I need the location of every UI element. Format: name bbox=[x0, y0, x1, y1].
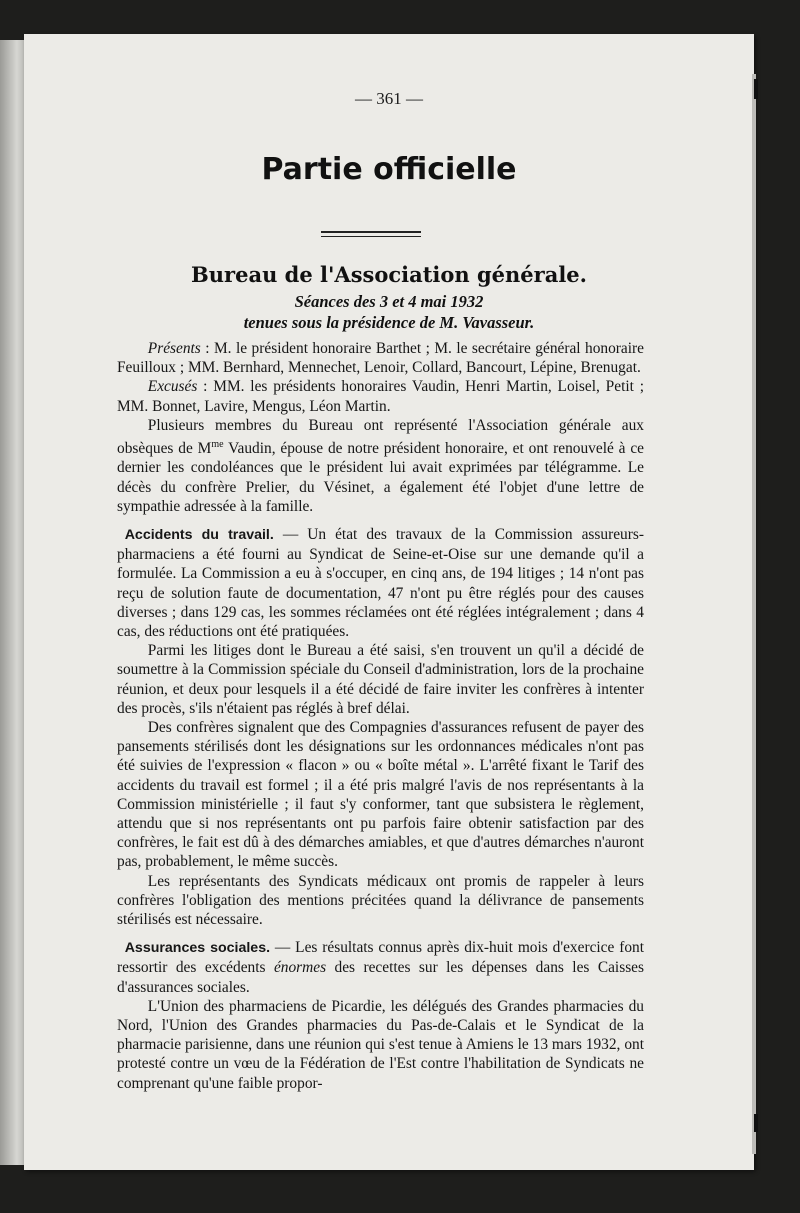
paragraph-litiges: Parmi les litiges dont le Bureau a été saisi, s'en trouvent un qu'il a décidé de soumettre à la Commission spéciale du Conseil d'administration, lors de la prochaine réunion, et deux pour lesquels il a été décidé de faire inviter les confrères à intenter des procès, s'ils n'étaient pas réglés à bref délai. bbox=[117, 642, 644, 717]
paragraph-compagnies: Des confrères signalent que des Compagnies d'assurances refusent de payer des pansements stérilisés dont les désignations sur les ordonnances médicales n'ont pas été suivies de l'expression « flacon » ou « boîte métal ». L'arrêté fixant le Tarif des accidents du travail est formel ; il a été pris malgré l'avis de nos représentants à la Commission ministérielle ; il faut s'y conformer, tant que subsistera le règlement, attendu que si nos représentants ont pu parfois faire obtenir satisfaction par des confrères, le fait est dû à des démarches amiables, et que d'autres démarches n'auront pas, probablement, le même succès. bbox=[117, 718, 644, 871]
scan-edge-mark bbox=[754, 79, 758, 99]
accidents-text: — Un état des travaux de la Commission assureurs-pharmaciens a été fourni au Syndicat de Seine-et-Oise sur une demande qu'il a formulée. La Commission a eu à s'occuper, en cinq ans, de 194 litiges ; 14 n'ont pas reçu de solution faute de documentation, 47 n'ont pu être réglés pour des causes diverses ; dans 129 cas, les sommes réclamées ont été réglées intégralement ; dans 4 cas, des réductions ont été pratiquées. bbox=[117, 525, 644, 640]
excuses-label: Excusés bbox=[147, 378, 198, 396]
document-page bbox=[24, 34, 754, 1170]
text-span: Vaudin, épouse de notre président honoraire, et ont renouvelé à ce dernier les condoléances que le président lui avait exprimées par télégramme. Le décès du confrère Prelier, du Vésinet, a également été l'objet d'une lettre de sympathie adressée à la famille. bbox=[117, 440, 644, 515]
excuses-text: : MM. les présidents honoraires Vaudin, Henri Martin, Loisel, Petit ; MM. Bonnet, Lavire, Mengus, Léon Martin. bbox=[117, 378, 644, 415]
assurances-heading: Assurances sociales. bbox=[124, 940, 271, 957]
presents-label: Présents bbox=[147, 340, 201, 357]
paragraph-presents bbox=[117, 339, 644, 377]
text-span: — Les résultats connus après dix-huit mois d'exercice font ressortir des excédents bbox=[117, 939, 644, 977]
emphasis: énormes bbox=[273, 959, 327, 977]
superscript: me bbox=[211, 439, 224, 451]
text-span: Plusieurs membres du Bureau ont représenté l'Association générale aux obsèques de M bbox=[117, 416, 644, 458]
paragraph-accidents bbox=[117, 525, 644, 641]
text-span: des recettes sur les dépenses dans les Caisses d'assurances sociales. bbox=[117, 959, 645, 996]
section-title: Partie officielle bbox=[261, 152, 517, 187]
title-rule bbox=[321, 231, 421, 237]
presents-text: : M. le président honoraire Barthet ; M. le secrétaire général honoraire Feuilloux ; MM. Bernhard, Mennechet, Lenoir, Collard, Bancourt, Lépine, Brenugat. bbox=[117, 340, 644, 377]
page-edge bbox=[752, 74, 756, 1154]
article-heading: Bureau de l'Association générale. bbox=[191, 262, 587, 287]
paragraph-obseques bbox=[117, 416, 644, 516]
meeting-dates: Séances des 3 et 4 mai 1932 bbox=[294, 292, 484, 311]
article-body bbox=[117, 339, 644, 1093]
paragraph-assurances bbox=[117, 938, 644, 997]
page-number: — 361 — bbox=[355, 89, 423, 108]
scan-edge-mark bbox=[754, 1114, 758, 1132]
facing-page-edge bbox=[0, 40, 24, 1165]
meeting-presidency: tenues sous la présidence de M. Vavasseur. bbox=[243, 313, 535, 332]
paragraph-union: L'Union des pharmaciens de Picardie, les délégués des Grandes pharmacies du Nord, l'Union des Grandes pharmacies du Pas-de-Calais et le Syndicat de la pharmacie parisienne, dans une réunion qui s'est tenue à Amiens le 13 mars 1932, ont protesté contre un vœu de la Fédération de l'Est contre l'habilitation de Syndicats ne comprenant qu'une faible propor- bbox=[117, 997, 644, 1092]
paragraph-syndicats: Les représentants des Syndicats médicaux ont promis de rappeler à leurs confrères l'obligation des mentions précitées quand la délivrance de pansements stérilisés est nécessaire. bbox=[117, 872, 644, 929]
paragraph-excuses bbox=[117, 377, 644, 415]
accidents-heading: Accidents du travail. bbox=[124, 526, 274, 543]
